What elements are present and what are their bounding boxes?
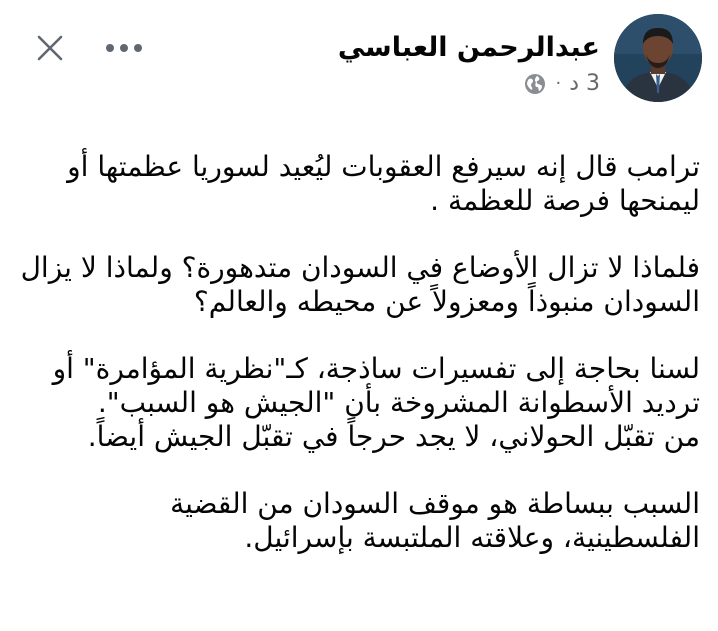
more-dots-icon	[104, 42, 144, 54]
post-paragraph-1: ترامب قال إنه سيرفع العقوبات ليُعيد لسوريا عظمتها أو ليمنحها فرصة للعظمة .	[67, 150, 700, 217]
author-name[interactable]: عبدالرحمن العباسي	[337, 32, 600, 63]
meta-separator: ·	[555, 73, 562, 94]
post-paragraph-3: لسنا بحاجة إلى تفسيرات ساذجة، كـ"نظرية المؤامرة" أو ترديد الأسطوانة المشروخة بأن "الجيش هو السبب". من تقبّل الحولاني، لا يجد حرجاً في تقبّل الجيش أيضاً.	[52, 352, 700, 453]
author-avatar[interactable]	[614, 14, 702, 102]
avatar-image	[614, 14, 702, 102]
author-block	[338, 30, 600, 98]
post-header	[0, 0, 718, 120]
post-actions	[30, 28, 144, 68]
post-paragraph-2: فلماذا لا تزال الأوضاع في السودان متدهورة؟ ولماذا لا يزال السودان منبوذاً ومعزولاً عن محيطه والعالم؟	[20, 251, 700, 318]
post-time[interactable]: 3 د	[569, 71, 600, 96]
close-button[interactable]	[30, 28, 70, 68]
post-meta	[338, 70, 600, 98]
close-icon	[35, 33, 65, 63]
post-paragraph-4: السبب ببساطة هو موقف السودان من القضية الفلسطينية، وعلاقته الملتبسة بإسرائيل.	[170, 487, 700, 554]
more-options-button[interactable]	[104, 28, 144, 68]
post-body	[10, 150, 700, 588]
globe-icon[interactable]	[523, 72, 547, 96]
